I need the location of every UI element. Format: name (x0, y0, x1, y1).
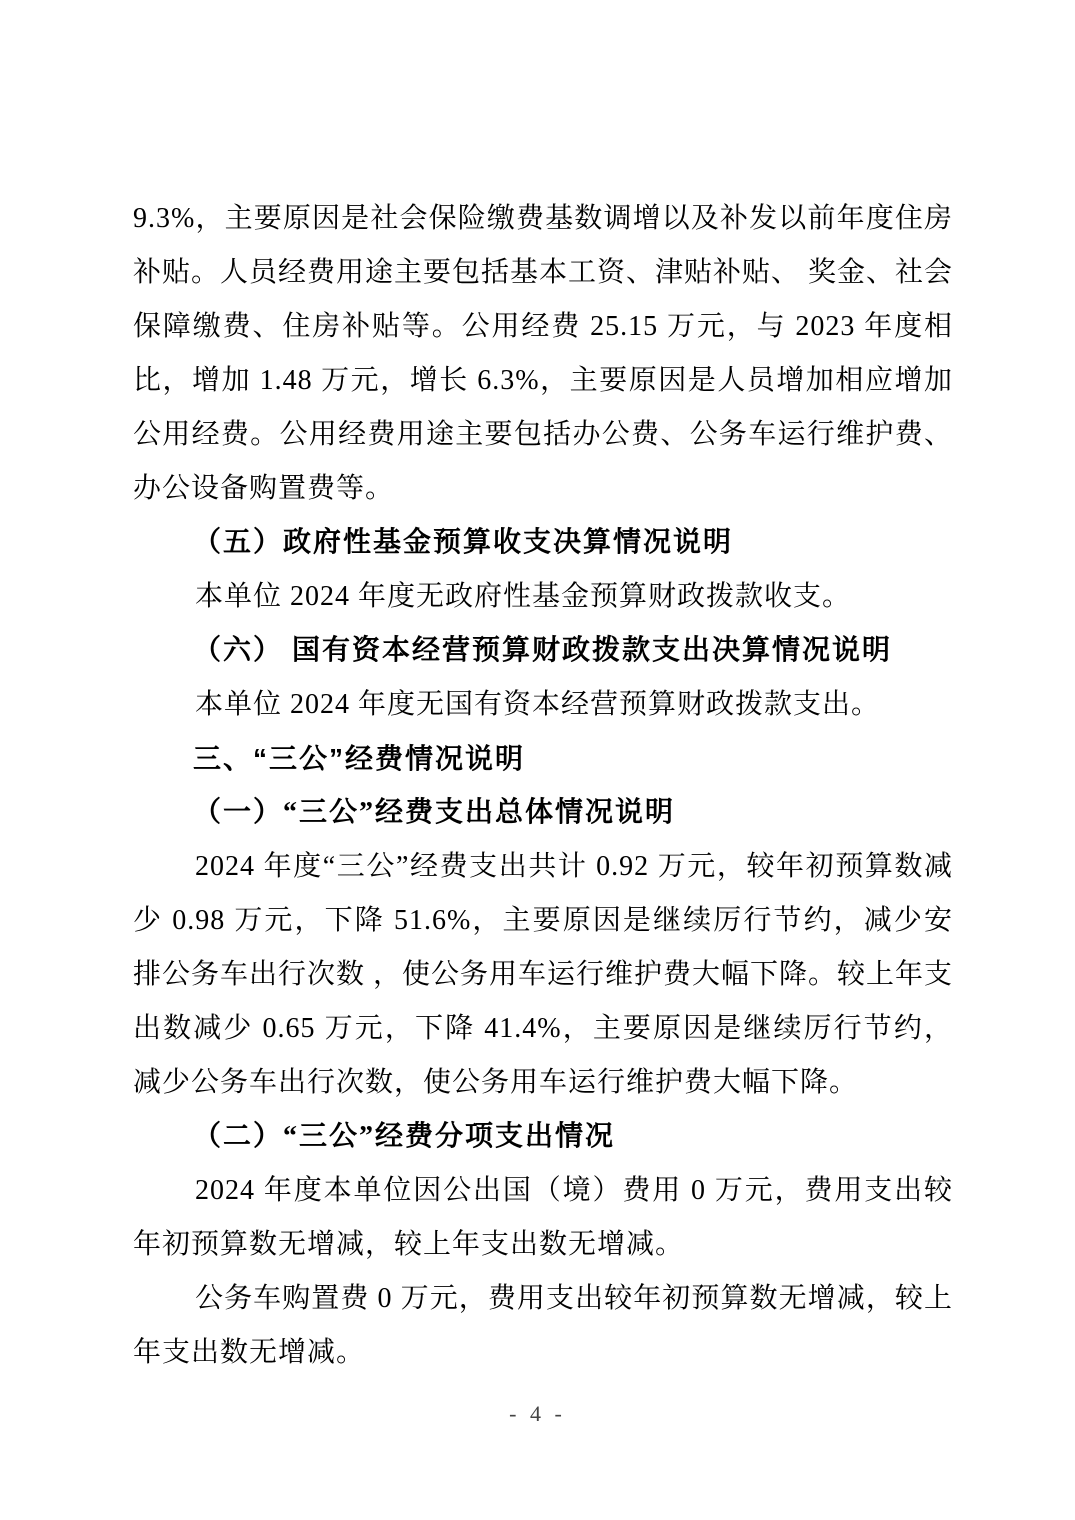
section-heading-2-itemized-expense: （二）“三公”经费分项支出情况 (193, 1121, 616, 1152)
section-heading-1-overall-expense: （一）“三公”经费支出总体情况说明 (193, 797, 676, 828)
document-body (133, 192, 953, 1380)
section-heading-6-state-capital-budget: （六） 国有资本经营预算财政拨款支出决算情况说明 (193, 635, 893, 666)
paragraph-overall-expense-detail: 2024 年度“三公”经费支出共计 0.92 万元，较年初预算数减少 0.98 万元，下降 51.6%，主要原因是继续厉行节约，减少安排公务车出行次数 ，使公务用车运行维护费大幅下降。较上年支出数减少 0.65 万元，下降 41.4%，主要原因是继续厉行节约，减少公务车出行次数，使公务用车运行维护费大幅下降。 (133, 851, 954, 1098)
paragraph-gov-fund-note: 本单位 2024 年度无政府性基金预算财政拨款收支。 (195, 581, 852, 612)
page-number: - 4 - (509, 1401, 566, 1426)
paragraph-personnel-funds: 9.3%，主要原因是社会保险缴费基数调增以及补发以前年度住房补贴。人员经费用途主要包括基本工资、津贴补贴、 奖金、社会保障缴费、住房补贴等。公用经费 25.15 万元，与 2023 年度相比，增加 1.48 万元，增长 6.3%，主要原因是人员增加相应增加公用经费。公用经费用途主要包括办公费、公务车运行维护费、 办公设备购置费等。 (133, 203, 954, 504)
chapter-heading-3-three-public-expenses: 三、“三公”经费情况说明 (193, 743, 526, 774)
paragraph-overseas-travel-expense: 2024 年度本单位因公出国（境）费用 0 万元，费用支出较年初预算数无增减，较上年支出数无增减。 (133, 1175, 953, 1260)
paragraph-state-capital-note: 本单位 2024 年度无国有资本经营预算财政拨款支出。 (195, 689, 881, 720)
section-heading-5-gov-fund-budget: （五）政府性基金预算收支决算情况说明 (193, 527, 734, 558)
paragraph-vehicle-purchase-expense: 公务车购置费 0 万元，费用支出较年初预算数无增减，较上年支出数无增减。 (133, 1283, 953, 1368)
